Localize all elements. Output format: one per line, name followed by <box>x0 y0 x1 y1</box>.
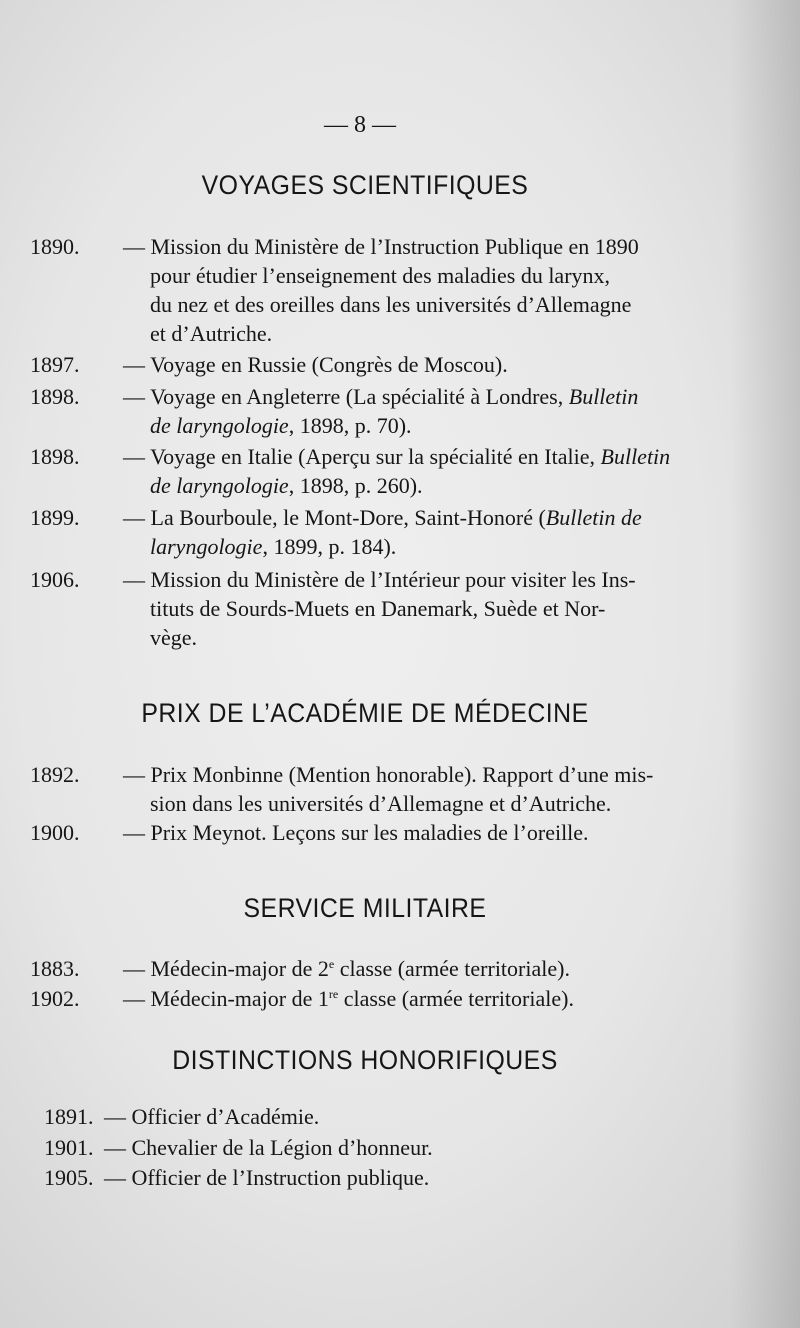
entry-service-1883 <box>30 954 706 983</box>
entry-year: 1892. <box>30 762 80 787</box>
entry-text: , 1899, p. 184). <box>262 534 397 559</box>
entry-text: — Prix Meynot. Leçons sur les maladies de l’oreille. <box>123 820 589 845</box>
entry-distinction-1901 <box>44 1133 720 1162</box>
entry-text-cont: tituts de Sourds-Muets en Danemark, Suède et Nor- <box>150 596 606 621</box>
entry-year: 1899. <box>30 505 80 530</box>
entry-text: — Voyage en Angleterre (La spécialité à Londres, <box>123 384 569 409</box>
entry-text-cont: sion dans les universités d’Allemagne et d’Autriche. <box>150 791 612 816</box>
entry-text: , 1898, p. 70). <box>288 413 412 438</box>
entry-text-italic: Bulletin de <box>545 505 642 530</box>
entry-prix-1892 <box>30 760 706 818</box>
entry-text-italic: Bulletin <box>600 444 671 469</box>
entry-distinction-1891 <box>44 1102 720 1131</box>
entry-year: 1898. <box>30 384 80 409</box>
entry-text-italic: laryngologie <box>150 534 263 559</box>
entry-year: 1905. <box>44 1165 94 1190</box>
entry-text: — Médecin-major de 2 <box>123 956 329 981</box>
entry-text: — Officier de l’Instruction publique. <box>104 1165 430 1190</box>
section-title-voyages: VOYAGES SCIENTIFIQUES <box>201 170 529 200</box>
entry-distinction-1905 <box>44 1163 720 1192</box>
entry-text: — Voyage en Italie (Aperçu sur la spécialité en Italie, <box>123 444 601 469</box>
entry-voyage-1898-italie <box>30 442 706 500</box>
entry-year: 1906. <box>30 567 80 592</box>
entry-text-cont: du nez et des oreilles dans les universités d’Allemagne <box>150 292 632 317</box>
entry-voyage-1890 <box>30 232 706 348</box>
entry-text-cont: vège. <box>150 625 198 650</box>
entry-text: , 1898, p. 260). <box>288 473 423 498</box>
entry-voyage-1906 <box>30 565 706 652</box>
entry-text: — Mission du Ministère de l’Intérieur pour visiter les Ins- <box>123 567 636 592</box>
entry-text-cont: et d’Autriche. <box>150 321 273 346</box>
superscript: re <box>328 987 339 1001</box>
entry-text: — Mission du Ministère de l’Instruction Publique en 1890 <box>123 234 639 259</box>
entry-text-italic: Bulletin <box>568 384 639 409</box>
entry-year: 1902. <box>30 986 80 1011</box>
section-title-distinctions: DISTINCTIONS HONORIFIQUES <box>172 1045 558 1075</box>
section-title-prix: PRIX DE L’ACADÉMIE DE MÉDECINE <box>141 698 589 728</box>
entry-text: — Médecin-major de 1 <box>123 986 329 1011</box>
page-number: — 8 — <box>324 112 396 138</box>
entry-text: classe (armée territoriale). <box>334 956 570 981</box>
entry-text: classe (armée territoriale). <box>338 986 574 1011</box>
entry-text-italic: de laryngologie <box>150 413 289 438</box>
entry-voyage-1899 <box>30 503 706 561</box>
entry-voyage-1898-angleterre <box>30 382 706 440</box>
entry-year: 1897. <box>30 352 80 377</box>
entry-service-1902 <box>30 984 706 1013</box>
entry-year: 1901. <box>44 1135 94 1160</box>
entry-year: 1898. <box>30 444 80 469</box>
section-title-service: SERVICE MILITAIRE <box>243 893 487 923</box>
entry-voyage-1897 <box>30 350 706 379</box>
page-edge-shadow <box>730 0 800 1328</box>
superscript: e <box>328 957 335 971</box>
entry-year: 1890. <box>30 234 80 259</box>
entry-text: — Voyage en Russie (Congrès de Moscou). <box>123 352 508 377</box>
entry-year: 1883. <box>30 956 80 981</box>
entry-text-cont: pour étudier l’enseignement des maladies du larynx, <box>150 263 611 288</box>
entry-text: — Officier d’Académie. <box>104 1104 320 1129</box>
entry-text: — Chevalier de la Légion d’honneur. <box>104 1135 433 1160</box>
entry-text-italic: de laryngologie <box>150 473 289 498</box>
entry-year: 1891. <box>44 1104 94 1129</box>
entry-text: — Prix Monbinne (Mention honorable). Rapport d’une mis- <box>123 762 654 787</box>
entry-year: 1900. <box>30 820 80 845</box>
entry-text: — La Bourboule, le Mont-Dore, Saint-Honoré ( <box>123 505 546 530</box>
entry-prix-1900 <box>30 818 706 847</box>
